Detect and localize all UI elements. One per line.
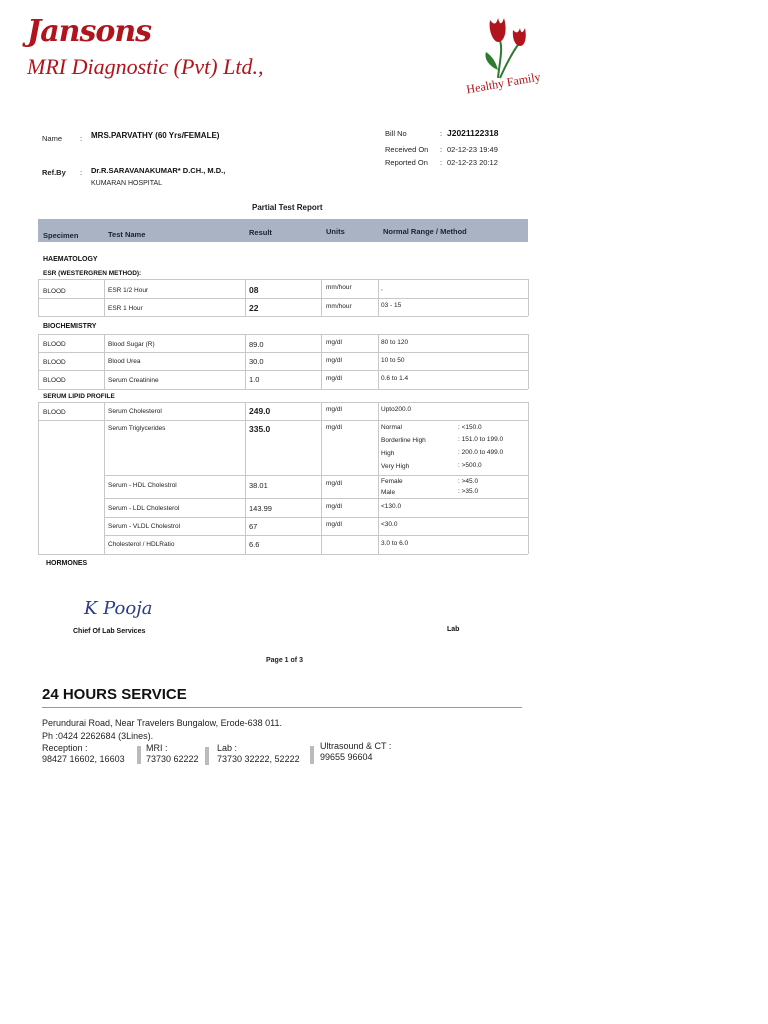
divider [104, 535, 528, 536]
bill-label: Bill No [385, 129, 407, 138]
result-cell: 143.99 [249, 504, 272, 513]
divider [378, 334, 379, 389]
divider [104, 475, 528, 476]
divider [321, 279, 322, 316]
units-cell: mg/dl [326, 339, 342, 346]
result-cell: 1.0 [249, 375, 260, 384]
company-name: MRI Diagnostic (Pvt) Ltd., [27, 54, 264, 79]
ultrasound-label: Ultrasound & CT : [320, 741, 392, 751]
colon: : [80, 134, 83, 143]
range-cell: Upto200.0 [381, 406, 411, 413]
divider [38, 402, 39, 554]
result-cell: 67 [249, 522, 258, 531]
test-name-cell: Serum - HDL Cholestrol [108, 482, 177, 489]
colon: : [440, 158, 443, 167]
section-haematology: HAEMATOLOGY [43, 256, 98, 263]
test-name-cell: Blood Urea [108, 358, 141, 365]
section-esr: ESR (WESTERGREN METHOD): [43, 270, 142, 277]
result-cell: 249.0 [249, 406, 271, 416]
section-lipid-profile: SERUM LIPID PROFILE [43, 393, 115, 400]
range-key: Very High [381, 463, 410, 470]
section-hormones: HORMONES [46, 560, 88, 567]
header-test-name: Test Name [108, 230, 146, 239]
header-specimen: Specimen [43, 231, 79, 240]
test-name-cell: Blood Sugar (R) [108, 341, 155, 348]
result-cell: 38.01 [249, 481, 268, 490]
test-name-cell: Serum - VLDL Cholestrol [108, 523, 181, 530]
specimen-cell: BLOOD [43, 409, 66, 416]
referring-doctor: Dr.R.SARAVANAKUMAR* D.CH., M.D., [91, 166, 226, 175]
bill-number: J2021122318 [447, 128, 499, 138]
separator [137, 746, 141, 764]
separator [310, 746, 314, 764]
lab-phone-label: Lab : [217, 743, 238, 753]
mri-number: 73730 62222 [146, 754, 199, 764]
divider [104, 334, 105, 389]
range-value: : <150.0 [458, 424, 482, 431]
lab-label: Lab [447, 626, 460, 633]
divider [528, 402, 529, 554]
divider [38, 420, 528, 421]
range-key: Male [381, 489, 396, 496]
footer-divider [42, 707, 522, 708]
result-cell: 08 [249, 285, 259, 295]
divider [245, 279, 246, 316]
divider [528, 279, 529, 316]
divider [104, 402, 105, 554]
refby-label: Ref.By [42, 168, 66, 177]
specimen-cell: BLOOD [43, 377, 66, 384]
units-cell: mg/dl [326, 375, 342, 382]
divider [528, 334, 529, 389]
range-cell: 80 to 120 [381, 339, 409, 346]
range-cell: 3.0 to 6.0 [381, 540, 409, 547]
header-result: Result [249, 228, 272, 237]
separator [205, 747, 209, 765]
test-name-cell: ESR 1 Hour [108, 305, 143, 312]
divider [321, 402, 322, 554]
test-name-cell: ESR 1/2 Hour [108, 287, 149, 294]
hospital-name: KUMARAN HOSPITAL [91, 180, 163, 187]
divider [38, 352, 528, 353]
range-cell: 10 to 50 [381, 357, 405, 364]
footer-title: 24 HOURS SERVICE [42, 686, 187, 703]
reception-label: Reception : [42, 743, 88, 753]
test-name-cell: Cholesterol / HDLRatio [108, 541, 175, 548]
range-cell: <130.0 [381, 503, 402, 510]
received-date: 02-12-23 19:49 [447, 145, 498, 154]
divider [38, 370, 528, 371]
units-cell: mg/dl [326, 503, 342, 510]
specimen-cell: BLOOD [43, 288, 66, 295]
range-key: Normal [381, 424, 402, 431]
range-cell: 0.6 to 1.4 [381, 375, 409, 382]
footer-phone: Ph :0424 2262684 (3Lines). [42, 731, 154, 741]
mri-label: MRI : [146, 743, 168, 753]
test-name-cell: Serum - LDL Cholesterol [108, 505, 180, 512]
signatory-title: Chief Of Lab Services [73, 628, 146, 635]
units-cell: mg/dl [326, 406, 342, 413]
reception-number: 98427 16602, 16603 [42, 754, 125, 764]
report-title: Partial Test Report [252, 203, 323, 212]
section-biochemistry: BIOCHEMISTRY [43, 323, 97, 330]
units-cell: mm/hour [326, 284, 352, 291]
divider [245, 402, 246, 554]
divider [245, 334, 246, 389]
divider [38, 298, 528, 299]
units-cell: mg/dl [326, 521, 342, 528]
result-cell: 6.6 [249, 540, 260, 549]
divider [38, 389, 528, 390]
ultrasound-number: 99655 96604 [320, 752, 373, 762]
colon: : [440, 129, 443, 138]
divider [378, 402, 379, 554]
units-cell: mg/dl [326, 357, 342, 364]
result-cell: 22 [249, 303, 259, 313]
received-label: Received On [385, 145, 429, 154]
header-units: Units [326, 227, 345, 236]
signature: K Pooja [84, 598, 153, 619]
range-value: : >45.0 [458, 478, 479, 485]
result-cell: 89.0 [249, 340, 264, 349]
range-value: : >35.0 [458, 488, 479, 495]
range-cell: , [381, 285, 383, 292]
page-number: Page 1 of 3 [266, 657, 303, 664]
divider [104, 517, 528, 518]
specimen-cell: BLOOD [43, 341, 66, 348]
divider [38, 402, 528, 403]
divider [104, 279, 105, 316]
units-cell: mg/dl [326, 424, 342, 431]
range-value: : 151.0 to 199.0 [458, 436, 504, 443]
range-key: Borderline High [381, 437, 426, 444]
footer-address: Perundurai Road, Near Travelers Bungalow, Erode-638 011. [42, 718, 282, 728]
divider [38, 334, 528, 335]
divider [104, 498, 528, 499]
test-name-cell: Serum Triglycerides [108, 425, 166, 432]
header-range: Normal Range / Method [383, 227, 467, 236]
test-name-cell: Serum Creatinine [108, 377, 159, 384]
divider [38, 279, 528, 280]
divider [38, 316, 528, 317]
range-key: Female [381, 478, 403, 485]
reported-label: Reported On [385, 158, 428, 167]
range-value: : >500.0 [458, 462, 482, 469]
range-value: : 200.0 to 499.0 [458, 449, 504, 456]
divider [321, 334, 322, 389]
colon: : [440, 145, 443, 154]
result-cell: 335.0 [249, 424, 271, 434]
range-cell: 03 - 15 [381, 302, 402, 309]
divider [38, 279, 39, 316]
result-cell: 30.0 [249, 357, 264, 366]
brand-logo: Jansons [27, 14, 152, 49]
range-cell: <30.0 [381, 521, 398, 528]
specimen-cell: BLOOD [43, 359, 66, 366]
lab-phone-number: 73730 32222, 52222 [217, 754, 300, 764]
divider [378, 279, 379, 316]
name-label: Name [42, 134, 63, 143]
range-key: High [381, 450, 395, 457]
units-cell: mm/hour [326, 303, 352, 310]
reported-date: 02-12-23 20:12 [447, 158, 498, 167]
tagline: Healthy Family [465, 69, 542, 97]
units-cell: mg/dl [326, 480, 342, 487]
divider [38, 554, 528, 555]
colon: : [80, 168, 83, 177]
test-name-cell: Serum Cholesterol [108, 408, 162, 415]
divider [38, 334, 39, 389]
patient-name: MRS.PARVATHY (60 Yrs/FEMALE) [91, 131, 220, 140]
